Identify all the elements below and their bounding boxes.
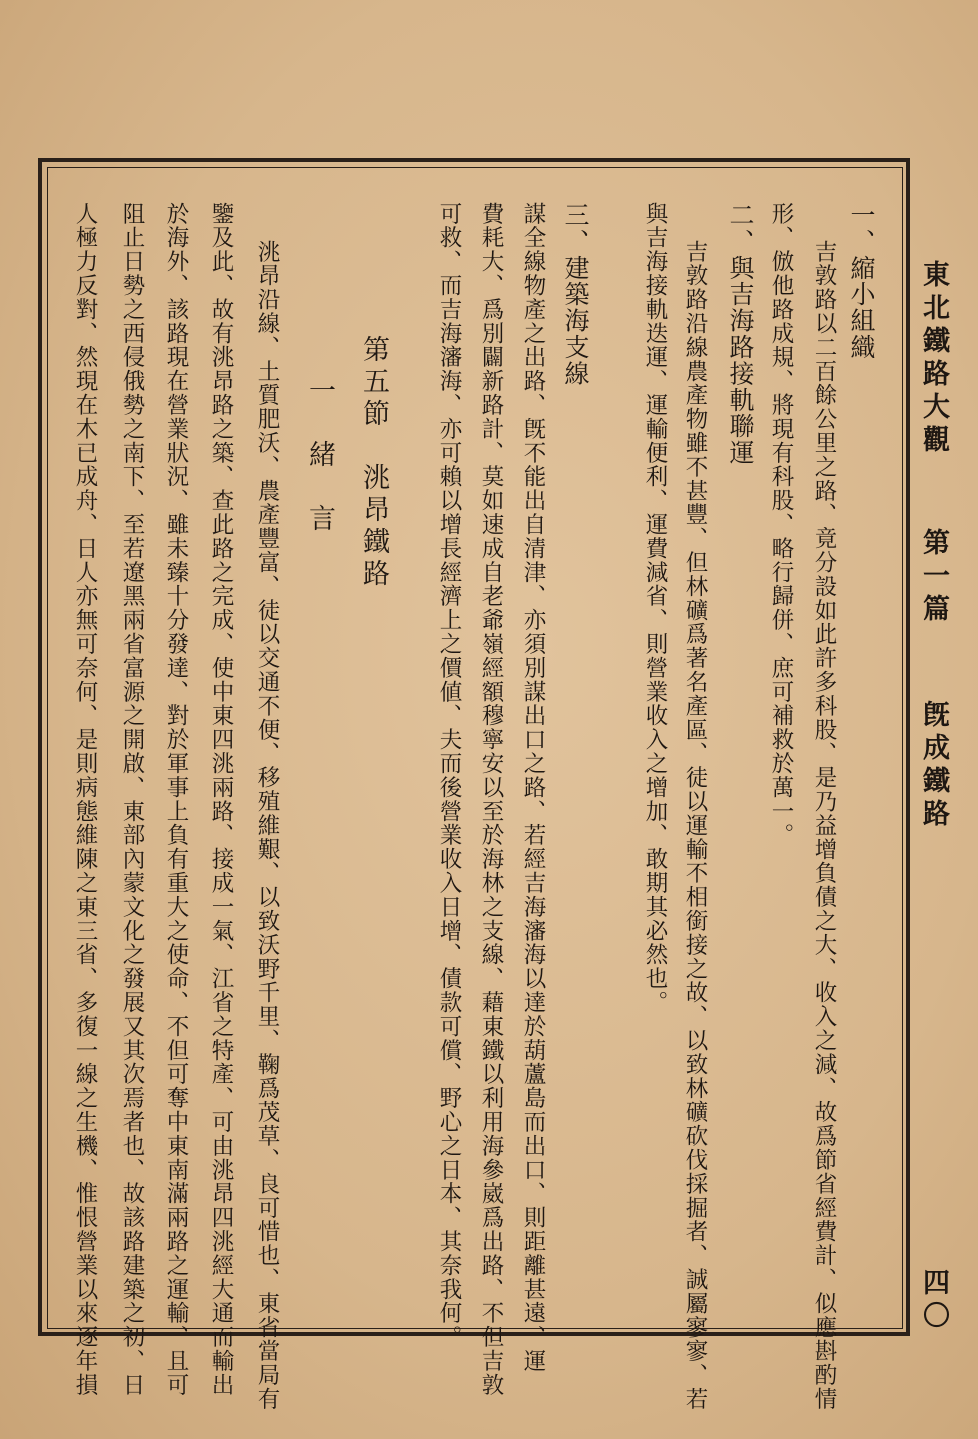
- text-column: 形、倣他路成規、將現有科股、略行歸併、庶可補救於萬一。: [768, 202, 794, 848]
- text-column: 與吉海接軌迭運、運輸便利、運費減省、則營業收入之增加、敢期其必然也。: [642, 202, 668, 1015]
- text-column: 阻止日勢之西侵俄勢之南下、至若遼黑兩省富源之開啟、東部內蒙文化之發展又其次焉者也、故該路建築之初、日: [119, 202, 145, 1397]
- subsection-title: 一 緒 言: [304, 376, 335, 536]
- text-column: 可救、而吉海瀋海、亦可賴以增長經濟上之價値、夫而後營業收入日增、債款可償、野心之日本、其奈我何。: [436, 202, 462, 1350]
- text-column: 於海外、該路現在營業狀況、雖未臻十分發達、對於軍事上負有重大之使命、不但可奪中東南滿兩路之運輸、且可: [163, 202, 189, 1397]
- heading-build-branch: 三、建築海支線: [561, 202, 590, 387]
- text-column: 鑒及此、故有洮昂路之築、查此路之完成、使中東四洮兩路、接成一氣、江省之特產、可由洮昂四洮經大通而輸出: [208, 202, 234, 1397]
- text-column: 謀全線物產之出路、旣不能出自清津、亦須別謀出口之路、若經吉海瀋海以達於葫蘆島而出口、則距離甚遠、運: [520, 202, 546, 1374]
- part-title: 旣成鐵路: [918, 700, 949, 832]
- text-column: 費耗大、爲別闢新路計、莫如速成自老爺嶺經額穆寧安以至於海林之支線、藉東鐵以利用海參崴爲出路、不但吉敦: [478, 202, 504, 1397]
- text-column: 吉敦路沿線農產物雖不甚豐、但林礦爲著名產區、徒以運輸不相銜接之故、以致林礦砍伐採掘者、誠屬寥寥、若: [682, 240, 708, 1412]
- part-label: 第一篇: [918, 528, 949, 627]
- heading-connect-jihai: 二、與吉海路接軌聯運: [726, 202, 755, 466]
- text-column: 吉敦路以二百餘公里之路、竟分設如此許多科股、是乃益增負債之大、收入之減、故爲節省經費計、似應斟酌情: [811, 240, 837, 1412]
- page-number: 四〇: [918, 1268, 949, 1334]
- section-title: 第五節 洮昂鐵路: [358, 335, 389, 591]
- heading-shrink-organization: 一、縮小組織: [847, 202, 876, 361]
- text-column: 洮昂沿線、土質肥沃、農產豐富、徒以交通不便、移殖維艱、以致沃野千里、鞠爲茂草、良可惜也、東省當局有: [254, 240, 280, 1412]
- book-title: 東北鐵路大觀: [918, 260, 949, 458]
- text-column: 人極力反對、然現在木已成舟、日人亦無可奈何、是則病態維陳之東三省、多復一線之生機、惟恨營業以來逐年損: [72, 202, 98, 1397]
